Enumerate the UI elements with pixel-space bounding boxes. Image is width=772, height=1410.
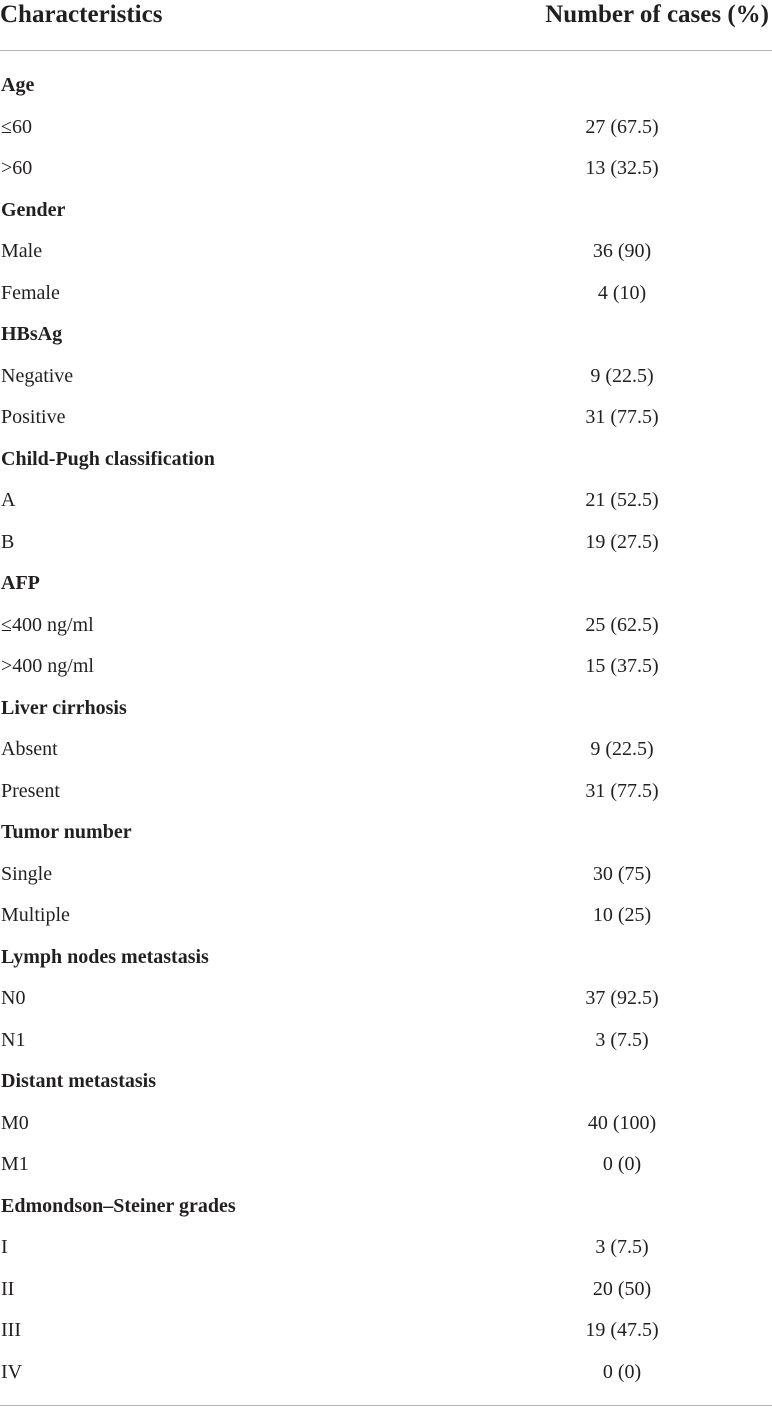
row-label: III bbox=[1, 1319, 21, 1341]
row-value: 19 (47.5) bbox=[585, 1319, 659, 1341]
table-row bbox=[0, 1227, 772, 1269]
table-body bbox=[0, 51, 772, 1393]
row-label: IV bbox=[1, 1360, 23, 1383]
row-value: 40 (100) bbox=[587, 1111, 657, 1134]
group-heading: Tumor number bbox=[1, 821, 132, 843]
group-heading: Liver cirrhosis bbox=[1, 696, 127, 719]
header-number-of-cases: Number of cases (%) bbox=[545, 1, 769, 28]
table-row bbox=[0, 1269, 772, 1311]
row-value: 21 (52.5) bbox=[585, 489, 659, 511]
row-value: 37 (92.5) bbox=[585, 987, 659, 1009]
table-row bbox=[0, 1144, 772, 1186]
group-heading: Child-Pugh classification bbox=[1, 447, 215, 470]
table-group-row bbox=[0, 563, 772, 605]
row-label: M1 bbox=[1, 1153, 29, 1175]
row-label: ≤400 ng/ml bbox=[1, 613, 94, 636]
row-label: Present bbox=[1, 779, 60, 802]
table-row bbox=[0, 107, 772, 149]
row-label: Male bbox=[1, 240, 43, 262]
row-label: Single bbox=[1, 862, 53, 885]
row-label: >400 ng/ml bbox=[1, 655, 94, 677]
table-group-row bbox=[0, 688, 772, 730]
table-row bbox=[0, 231, 772, 273]
table-row bbox=[0, 356, 772, 398]
group-heading: Age bbox=[1, 74, 35, 96]
table-row bbox=[0, 1103, 772, 1145]
row-label: N1 bbox=[1, 1028, 26, 1051]
group-heading: Lymph nodes metastasis bbox=[1, 945, 209, 968]
table-row bbox=[0, 148, 772, 190]
table-row bbox=[0, 1020, 772, 1062]
row-value: 4 (10) bbox=[597, 281, 647, 304]
row-value: 0 (0) bbox=[602, 1360, 642, 1383]
row-value: 10 (25) bbox=[592, 904, 652, 926]
group-heading: Distant metastasis bbox=[1, 1070, 156, 1092]
row-value: 0 (0) bbox=[602, 1153, 642, 1175]
row-value: 20 (50) bbox=[592, 1277, 652, 1300]
table-group-row bbox=[0, 812, 772, 854]
row-label: M0 bbox=[1, 1111, 29, 1134]
table-row bbox=[0, 1352, 772, 1394]
row-value: 9 (22.5) bbox=[590, 738, 654, 760]
row-value: 31 (77.5) bbox=[585, 406, 659, 428]
table-group-row bbox=[0, 937, 772, 979]
table-group-row bbox=[0, 439, 772, 481]
row-label: B bbox=[1, 530, 15, 553]
table-group-row bbox=[0, 1186, 772, 1228]
table-row bbox=[0, 522, 772, 564]
row-label: Negative bbox=[1, 364, 74, 387]
row-label: ≤60 bbox=[1, 115, 32, 138]
row-label: N0 bbox=[1, 987, 26, 1009]
group-heading: Gender bbox=[1, 198, 66, 221]
row-label: I bbox=[1, 1236, 8, 1258]
table-group-row bbox=[0, 314, 772, 356]
row-label: >60 bbox=[1, 157, 33, 179]
row-label: A bbox=[1, 489, 16, 511]
table-group-row bbox=[0, 190, 772, 232]
table-row bbox=[0, 1310, 772, 1352]
row-value: 3 (7.5) bbox=[595, 1028, 649, 1051]
group-heading: Edmondson–Steiner grades bbox=[1, 1194, 236, 1217]
table-row bbox=[0, 978, 772, 1020]
table-group-row bbox=[0, 65, 772, 107]
table-row bbox=[0, 771, 772, 813]
row-label: Absent bbox=[1, 738, 58, 760]
table-row bbox=[0, 854, 772, 896]
table-header bbox=[0, 0, 772, 51]
row-value: 3 (7.5) bbox=[595, 1236, 649, 1258]
table-row bbox=[0, 397, 772, 439]
table-row bbox=[0, 480, 772, 522]
row-label: II bbox=[1, 1277, 15, 1300]
table-group-row bbox=[0, 1061, 772, 1103]
row-label: Female bbox=[1, 281, 60, 304]
row-value: 31 (77.5) bbox=[585, 779, 659, 802]
row-label: Positive bbox=[1, 406, 66, 428]
row-label: Multiple bbox=[1, 904, 70, 926]
group-heading: AFP bbox=[1, 572, 40, 594]
table-row bbox=[0, 273, 772, 315]
row-value: 30 (75) bbox=[592, 862, 652, 885]
row-value: 19 (27.5) bbox=[585, 530, 659, 553]
row-value: 13 (32.5) bbox=[585, 157, 659, 179]
row-value: 9 (22.5) bbox=[590, 364, 654, 387]
header-characteristics: Characteristics bbox=[0, 1, 163, 28]
table-row bbox=[0, 729, 772, 771]
row-value: 27 (67.5) bbox=[585, 115, 659, 138]
row-value: 36 (90) bbox=[592, 240, 652, 262]
table-bottom-rule bbox=[0, 1405, 772, 1406]
table-row bbox=[0, 895, 772, 937]
table-row bbox=[0, 646, 772, 688]
group-heading: HBsAg bbox=[1, 323, 63, 345]
row-value: 15 (37.5) bbox=[585, 655, 659, 677]
table-row bbox=[0, 605, 772, 647]
row-value: 25 (62.5) bbox=[585, 613, 659, 636]
